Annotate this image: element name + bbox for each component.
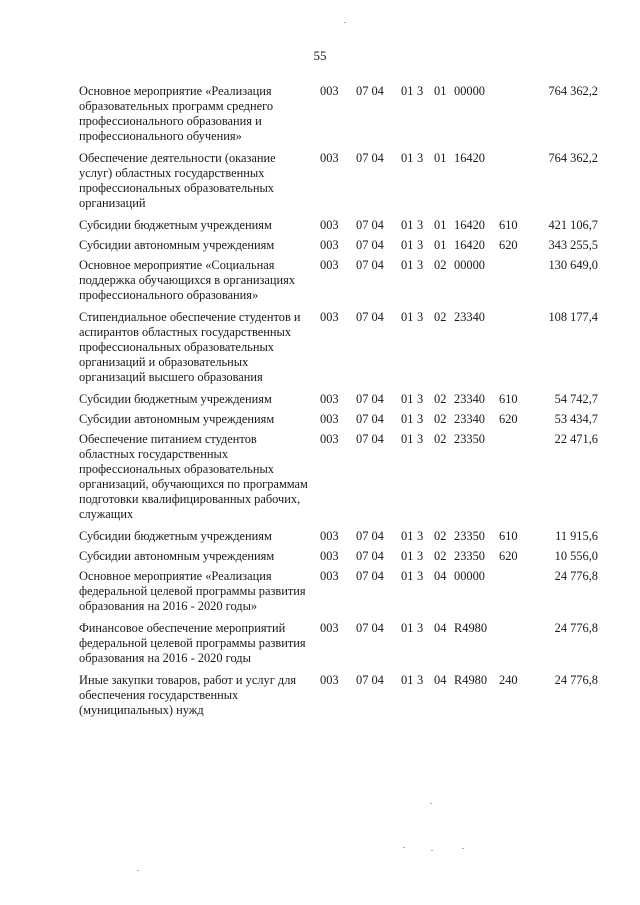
- cell-prog: 01: [401, 412, 414, 426]
- cell-prog: 01: [401, 432, 414, 446]
- cell-dir: 23350: [454, 529, 485, 543]
- cell-ministry: 003: [320, 238, 339, 252]
- cell-prog: 01: [401, 673, 414, 687]
- cell-prog: 01: [401, 84, 414, 98]
- table-row: [0, 432, 640, 522]
- cell-dir: 16420: [454, 218, 485, 232]
- cell-amount: 343 255,5: [548, 238, 598, 252]
- scan-speck: [403, 847, 405, 848]
- cell-amount: 108 177,4: [548, 310, 598, 324]
- table-row: [0, 673, 640, 718]
- cell-sub: 3: [417, 549, 424, 563]
- cell-sub: 3: [417, 151, 424, 165]
- cell-prog: 01: [401, 258, 414, 272]
- cell-grp: 02: [434, 549, 447, 563]
- scan-speck: [462, 848, 464, 849]
- cell-grp: 02: [434, 529, 447, 543]
- cell-amount: 130 649,0: [548, 258, 598, 272]
- cell-grp: 01: [434, 218, 447, 232]
- cell-prog: 01: [401, 549, 414, 563]
- cell-sub: 3: [417, 392, 424, 406]
- scan-speck: [137, 870, 139, 871]
- page-number: 55: [313, 48, 327, 63]
- cell-dir: 23350: [454, 432, 485, 446]
- cell-section: 07 04: [356, 529, 384, 543]
- cell-amount: 24 776,8: [554, 673, 598, 687]
- cell-sub: 3: [417, 529, 424, 543]
- cell-sub: 3: [417, 569, 424, 583]
- row-name: Обеспечение деятельности (оказание услуг) областных государственных профессиональных образовательных организаций: [79, 151, 276, 210]
- cell-prog: 01: [401, 218, 414, 232]
- cell-section: 07 04: [356, 569, 384, 583]
- row-name: Субсидии бюджетным учреждениям: [79, 392, 272, 406]
- table-row: [0, 412, 640, 427]
- cell-section: 07 04: [356, 412, 384, 426]
- table-row: [0, 218, 640, 233]
- cell-sub: 3: [417, 432, 424, 446]
- cell-amount: 22 471,6: [554, 432, 598, 446]
- cell-ministry: 003: [320, 569, 339, 583]
- cell-grp: 02: [434, 392, 447, 406]
- cell-amount: 764 362,2: [548, 151, 598, 165]
- cell-section: 07 04: [356, 310, 384, 324]
- table-row: [0, 84, 640, 144]
- cell-dir: 00000: [454, 569, 485, 583]
- cell-section: 07 04: [356, 238, 384, 252]
- table-row: [0, 151, 640, 211]
- cell-grp: 02: [434, 432, 447, 446]
- table-row: [0, 238, 640, 253]
- row-name: Основное мероприятие «Социальная поддержка обучающихся в организациях профессионального образования»: [79, 258, 296, 302]
- budget-table: [0, 84, 640, 718]
- cell-ministry: 003: [320, 151, 339, 165]
- row-name: Субсидии автономным учреждениям: [79, 238, 275, 252]
- row-name: Иные закупки товаров, работ и услуг для обеспечения государственных (муниципальных) нужд: [79, 673, 297, 717]
- row-name: Обеспечение питанием студентов областных государственных профессиональных образовательных организаций, обучающихся по программам подготовки квалифицированных рабочих, служащих: [79, 432, 308, 521]
- cell-ministry: 003: [320, 218, 339, 232]
- cell-dir: 00000: [454, 258, 485, 272]
- cell-type: 610: [499, 529, 518, 543]
- cell-ministry: 003: [320, 621, 339, 635]
- cell-section: 07 04: [356, 218, 384, 232]
- cell-amount: 24 776,8: [554, 569, 598, 583]
- cell-ministry: 003: [320, 529, 339, 543]
- cell-section: 07 04: [356, 151, 384, 165]
- cell-prog: 01: [401, 151, 414, 165]
- cell-sub: 3: [417, 258, 424, 272]
- cell-section: 07 04: [356, 84, 384, 98]
- cell-type: 610: [499, 218, 518, 232]
- table-row: [0, 310, 640, 385]
- row-name: Основное мероприятие «Реализация образовательных программ среднего профессионального образования и профессионального обучения»: [79, 84, 274, 143]
- cell-ministry: 003: [320, 392, 339, 406]
- cell-ministry: 003: [320, 673, 339, 687]
- cell-ministry: 003: [320, 258, 339, 272]
- cell-type: 620: [499, 238, 518, 252]
- cell-amount: 53 434,7: [554, 412, 598, 426]
- cell-dir: R4980: [454, 673, 488, 687]
- cell-dir: 23340: [454, 392, 485, 406]
- cell-amount: 764 362,2: [548, 84, 598, 98]
- table-row: [0, 529, 640, 544]
- scan-speck: [430, 803, 432, 804]
- cell-grp: 01: [434, 238, 447, 252]
- cell-section: 07 04: [356, 258, 384, 272]
- row-name: Субсидии бюджетным учреждениям: [79, 218, 272, 232]
- cell-section: 07 04: [356, 432, 384, 446]
- cell-prog: 01: [401, 392, 414, 406]
- table-row: [0, 549, 640, 564]
- table-row: [0, 392, 640, 407]
- row-name: Основное мероприятие «Реализация федеральной целевой программы развития образования на 2016 - 2020 годы»: [79, 569, 306, 613]
- cell-type: 620: [499, 549, 518, 563]
- cell-prog: 01: [401, 310, 414, 324]
- cell-amount: 54 742,7: [554, 392, 598, 406]
- cell-grp: 02: [434, 310, 447, 324]
- cell-ministry: 003: [320, 432, 339, 446]
- cell-prog: 01: [401, 529, 414, 543]
- cell-sub: 3: [417, 621, 424, 635]
- scan-speck: [431, 850, 433, 851]
- cell-section: 07 04: [356, 621, 384, 635]
- cell-grp: 02: [434, 412, 447, 426]
- cell-ministry: 003: [320, 84, 339, 98]
- cell-prog: 01: [401, 569, 414, 583]
- row-name: Субсидии автономным учреждениям: [79, 412, 275, 426]
- row-name: Финансовое обеспечение мероприятий федеральной целевой программы развития образования на 2016 - 2020 годы: [79, 621, 306, 665]
- cell-amount: 421 106,7: [548, 218, 598, 232]
- cell-sub: 3: [417, 412, 424, 426]
- cell-sub: 3: [417, 238, 424, 252]
- row-name: Стипендиальное обеспечение студентов и аспирантов областных государственных профессиональных образовательных организаций и образовательных организаций высшего образования: [79, 310, 301, 384]
- cell-sub: 3: [417, 218, 424, 232]
- cell-grp: 04: [434, 673, 447, 687]
- cell-grp: 01: [434, 84, 447, 98]
- cell-ministry: 003: [320, 412, 339, 426]
- cell-prog: 01: [401, 238, 414, 252]
- cell-type: 610: [499, 392, 518, 406]
- cell-type: 240: [499, 673, 518, 687]
- cell-amount: 24 776,8: [554, 621, 598, 635]
- scan-speck: [344, 22, 346, 23]
- table-row: [0, 258, 640, 303]
- cell-amount: 10 556,0: [554, 549, 598, 563]
- table-row: [0, 569, 640, 614]
- cell-grp: 01: [434, 151, 447, 165]
- cell-type: 620: [499, 412, 518, 426]
- cell-grp: 04: [434, 621, 447, 635]
- cell-grp: 04: [434, 569, 447, 583]
- cell-section: 07 04: [356, 549, 384, 563]
- cell-dir: 23350: [454, 549, 485, 563]
- cell-dir: 16420: [454, 238, 485, 252]
- cell-sub: 3: [417, 673, 424, 687]
- cell-dir: 16420: [454, 151, 485, 165]
- cell-section: 07 04: [356, 673, 384, 687]
- cell-sub: 3: [417, 84, 424, 98]
- row-name: Субсидии бюджетным учреждениям: [79, 529, 272, 543]
- cell-grp: 02: [434, 258, 447, 272]
- cell-dir: 23340: [454, 412, 485, 426]
- cell-dir: R4980: [454, 621, 488, 635]
- cell-dir: 23340: [454, 310, 485, 324]
- cell-ministry: 003: [320, 310, 339, 324]
- cell-dir: 00000: [454, 84, 485, 98]
- cell-ministry: 003: [320, 549, 339, 563]
- cell-amount: 11 915,6: [555, 529, 598, 543]
- row-name: Субсидии автономным учреждениям: [79, 549, 275, 563]
- cell-prog: 01: [401, 621, 414, 635]
- cell-section: 07 04: [356, 392, 384, 406]
- cell-sub: 3: [417, 310, 424, 324]
- table-row: [0, 621, 640, 666]
